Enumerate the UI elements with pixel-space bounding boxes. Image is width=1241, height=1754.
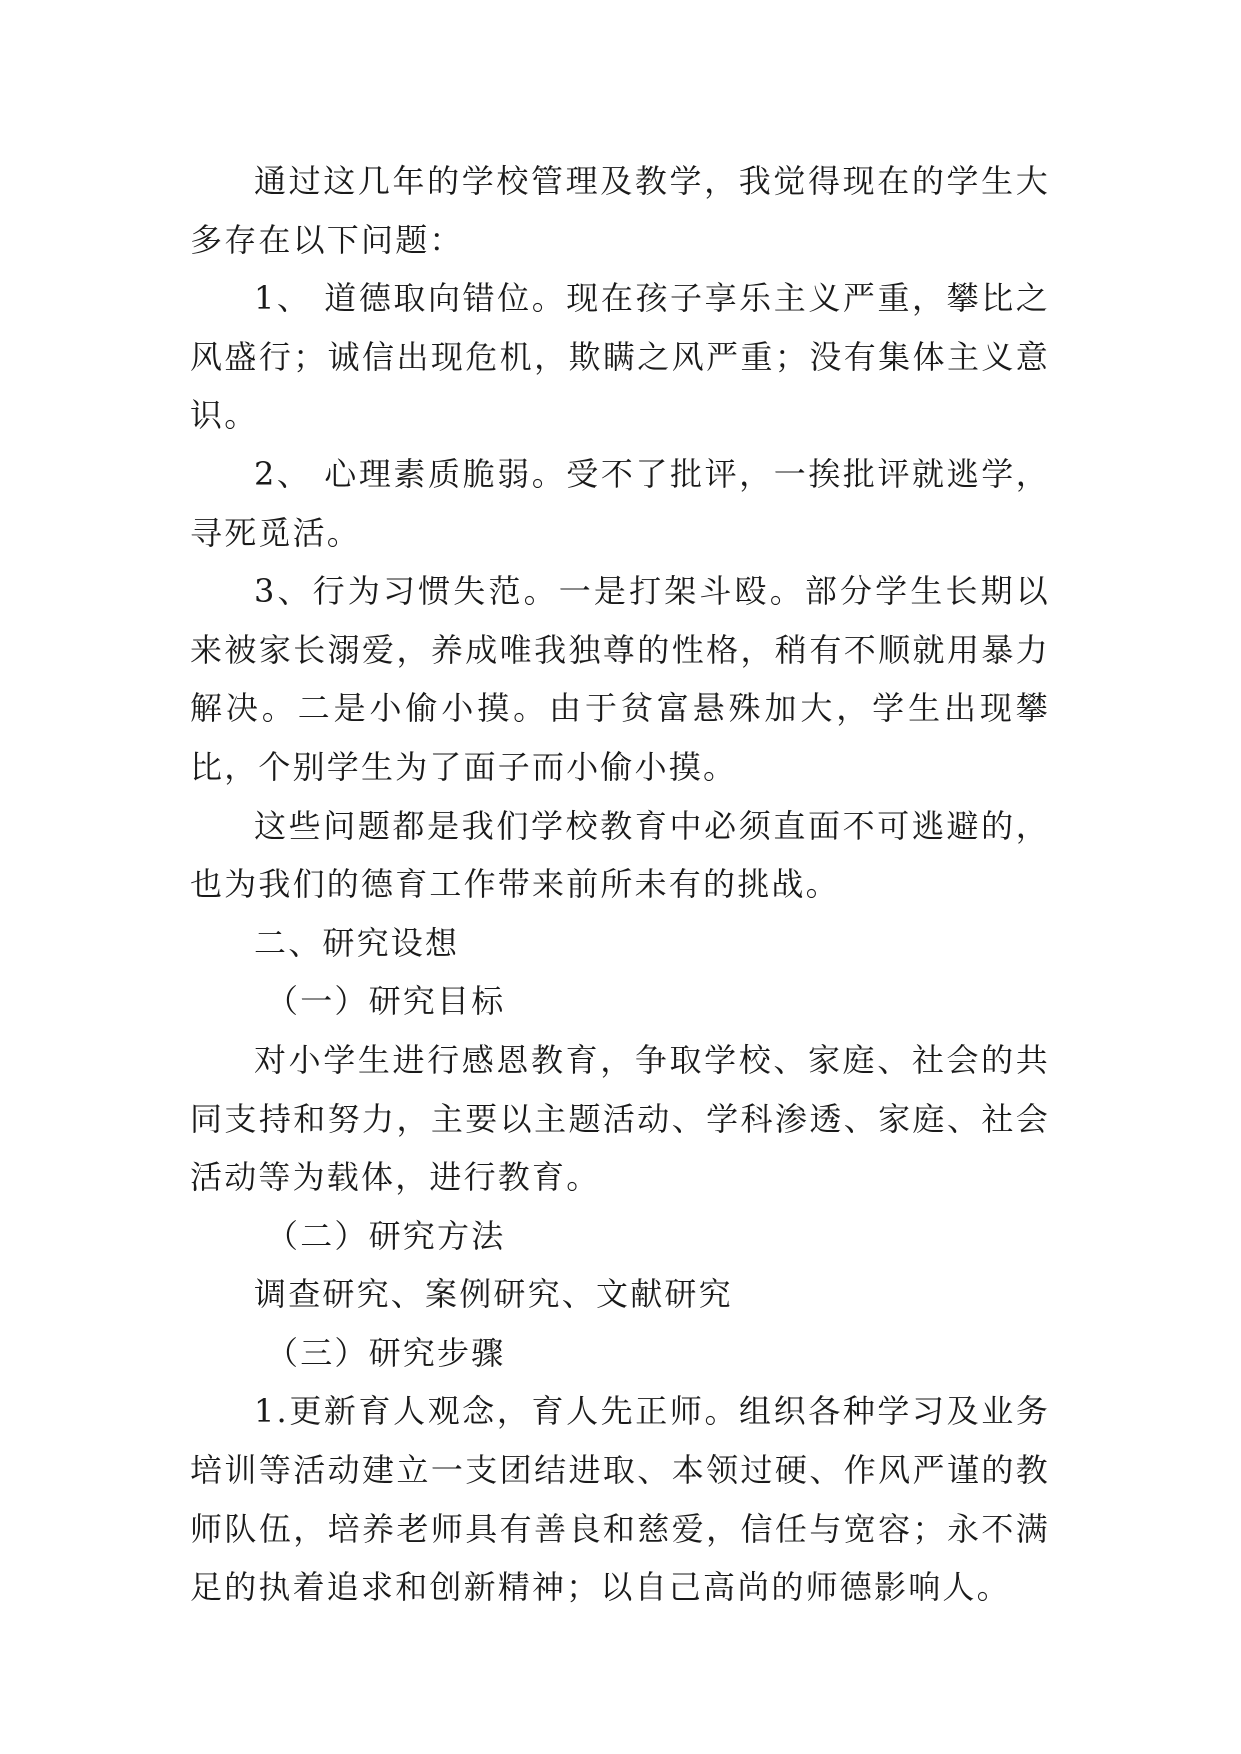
paragraph-intro: 通过这几年的学校管理及教学，我觉得现在的学生大多存在以下问题： bbox=[190, 162, 1050, 259]
paragraph-research-goal: 对小学生进行感恩教育，争取学校、家庭、社会的共同支持和努力，主要以主题活动、学科渗透、家庭、社会活动等为载体，进行教育。 bbox=[190, 1040, 1050, 1197]
paragraph-summary: 这些问题都是我们学校教育中必须直面不可逃避的，也为我们的德育工作带来前所未有的挑战。 bbox=[190, 806, 1050, 904]
subheading-research-steps: （三）研究步骤 bbox=[266, 1333, 506, 1372]
subheading-research-method: （二）研究方法 bbox=[266, 1216, 506, 1255]
subheading-research-goal: （一）研究目标 bbox=[266, 982, 506, 1021]
section-heading-research-plan: 二、研究设想 bbox=[254, 923, 460, 962]
paragraph-problem-1: 1、 道德取向错位。现在孩子享乐主义严重，攀比之风盛行；诚信出现危机，欺瞒之风严重；没有集体主义意识。 bbox=[190, 279, 1050, 435]
paragraph-problem-3: 3、行为习惯失范。一是打架斗殴。部分学生长期以来被家长溺爱，养成唯我独尊的性格，稍有不顺就用暴力解决。二是小偷小摸。由于贫富悬殊加大，学生出现攀比，个别学生为了面子而小偷小摸。 bbox=[190, 572, 1050, 786]
paragraph-problem-2: 2、 心理素质脆弱。受不了批评，一挨批评就逃学，寻死觅活。 bbox=[190, 454, 1050, 552]
paragraph-step-1: 1.更新育人观念，育人先正师。组织各种学习及业务培训等活动建立一支团结进取、本领过硬、作风严谨的教师队伍，培养老师具有善良和慈爱，信任与宽容；永不满足的执着追求和创新精神；以自己高尚的师德影响人。 bbox=[190, 1392, 1050, 1607]
paragraph-research-method: 调查研究、案例研究、文献研究 bbox=[254, 1275, 733, 1314]
document-body bbox=[190, 152, 1050, 1617]
